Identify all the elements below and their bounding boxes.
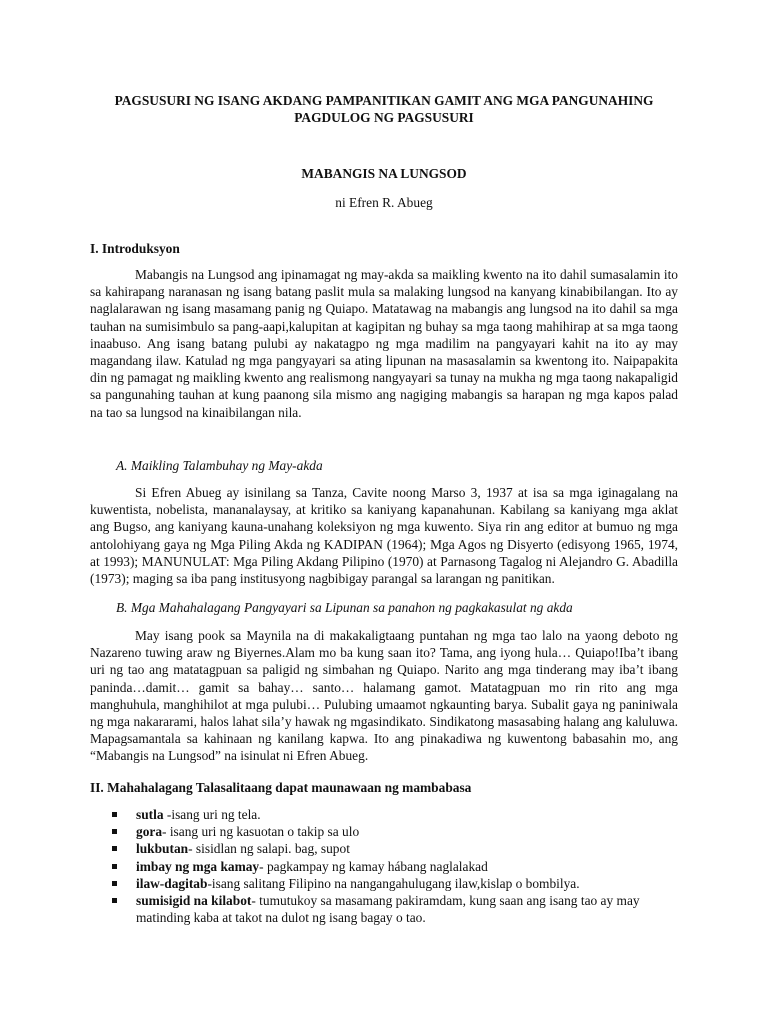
document-title: PAGSUSURI NG ISANG AKDANG PAMPANITIKAN GAMIT ANG MGA PANGUNAHING PAGDULOG NG PAGSUSURI bbox=[114, 93, 654, 125]
glossary-definition: - sisidlan ng salapi. bag, supot bbox=[188, 841, 350, 857]
glossary-item bbox=[112, 892, 672, 926]
glossary-term: ilaw-dagitab bbox=[136, 875, 208, 891]
glossary-term: gora bbox=[136, 824, 163, 840]
glossary-term: sumisigid na kilabot bbox=[136, 893, 252, 909]
glossary-term: lukbutan bbox=[136, 841, 189, 857]
bullet-icon bbox=[112, 898, 117, 903]
subsection-heading-talambuhay: A. Maikling Talambuhay ng May-akda bbox=[116, 458, 323, 473]
glossary-definition: - tumutukoy sa masamang pakiramdam, kung saan ang isang tao ay may matinding kaba at takot na dulot ng isang bagay o tao. bbox=[136, 893, 640, 926]
glossary-term: imbay ng mga kamay bbox=[136, 858, 260, 874]
bullet-icon bbox=[112, 881, 117, 886]
author-byline: ni Efren R. Abueg bbox=[335, 195, 433, 210]
glossary-item bbox=[112, 823, 672, 840]
glossary-item bbox=[112, 806, 672, 823]
introduction-paragraph: Mabangis na Lungsod ang ipinamagat ng may-akda sa maikling kwento na ito dahil sumasalamin ito sa kahirapang naranasan ng isang batang paslit mula sa malaking lungsod na kanyang kinabibilangan. Ito ay naglalarawan ng isang masamang panig ng Quiapo. Matatawag na mabangis ang lungsod na ito dahil sa mga tauhan na sumisimbulo sa pang-aapi,kalupitan at kagipitan ng buhay sa mga taong mahihirap at sa mga taong inaabuso. Ang isang batang pulubi ay nakatagpo ng mga madilim na pangyayari kahit na ito ay may magandang ilaw. Katulad ng mga pangyayari sa ating lipunan na masasalamin sa kwentong ito. Naipapakita din ng pamagat ng maikling kwento ang realismong nangyayari sa tunay na mukha ng mga taong nakapaligid sa pangunahing tauhan at kung paanong sila mismo ang nagiging mabangis sa harapan ng mga kapos palad na tao sa lungsod na kinaibilangan nila. bbox=[90, 267, 678, 420]
biography-paragraph: Si Efren Abueg ay isinilang sa Tanza, Cavite noong Marso 3, 1937 at isa sa mga iginagalang na kuwentista, nobelista, mananalaysay, at kritiko sa kaniyang kapanahunan. Kabilang sa kaniyang mga aklat ang Bugso, ang kaniyang kauna-unahang koleksiyon ng mga kuwento. Siya rin ang editor at bumuo ng mga antolohiyang gaya ng Mga Piling Akda ng KADIPAN (1964); Mga Agos ng Disyerto (edisyong 1965, 1974, at 1993); MANUNULAT: Mga Piling Akdang Pilipino (1970) at Parnasong Tagalog ni Alejandro G. Abadilla (1973); maging sa iba pang institusyong nagbibigay parangal sa larangan ng panitikan. bbox=[90, 485, 678, 587]
glossary-item bbox=[112, 875, 672, 892]
glossary-item bbox=[112, 858, 672, 875]
bullet-icon bbox=[112, 812, 117, 817]
subsection-heading-pangyayari: B. Mga Mahahalagang Pangyayari sa Lipunan sa panahon ng pagkakasulat ng akda bbox=[116, 600, 573, 615]
events-paragraph: May isang pook sa Maynila na di makakaligtaang puntahan ng mga tao lalo na yaong deboto ng Nazareno tuwing araw ng Biyernes.Alam mo ba kung saan ito? Tama, ang iyong hula… Quiapo!Iba’t ibang uri ng tao ang matatagpuan sa paligid ng simbahan ng Quiapo. Narito ang mga tinderang may iba’t ibang paninda…damit… gamit sa bahay… santo… halamang gamot. Matatagpuan mo rin rito ang mga manghuhula, manghihilot at mga pulubi… Pulubing umaamot ngkaunting barya. Subalit gaya ng paniniwala ng mga nakararami, halos lahat sila’y hawak ng mgasindikato. Sindikatong masasabing halang ang kaluluwa. Mapagsamantala sa kahinaan ng kanilang kapwa. Ito ang pinakadiwa ng kuwentong babasahin mo, ang “Mabangis na Lungsod” na isinulat ni Efren Abueg. bbox=[90, 628, 678, 764]
glossary-definition: - pagkampay ng kamay hábang naglalakad bbox=[259, 858, 488, 874]
glossary-list bbox=[112, 806, 672, 926]
bullet-icon bbox=[112, 846, 117, 851]
bullet-icon bbox=[112, 829, 117, 834]
section-heading-talasalitaan: II. Mahahalagang Talasalitaang dapat maunawaan ng mambabasa bbox=[90, 780, 472, 795]
glossary-definition: - isang uri ng kasuotan o takip sa ulo bbox=[162, 824, 360, 840]
section-heading-introduksyon: I. Introduksyon bbox=[90, 241, 180, 256]
glossary-definition: -isang salitang Filipino na nangangahulugang ilaw,kislap o bombilya. bbox=[207, 875, 580, 891]
glossary-definition: -isang uri ng tela. bbox=[163, 807, 261, 822]
bullet-icon bbox=[112, 864, 117, 869]
glossary-term: sutla bbox=[136, 807, 164, 822]
story-title: MABANGIS NA LUNGSOD bbox=[301, 166, 467, 181]
glossary-item bbox=[112, 840, 672, 857]
